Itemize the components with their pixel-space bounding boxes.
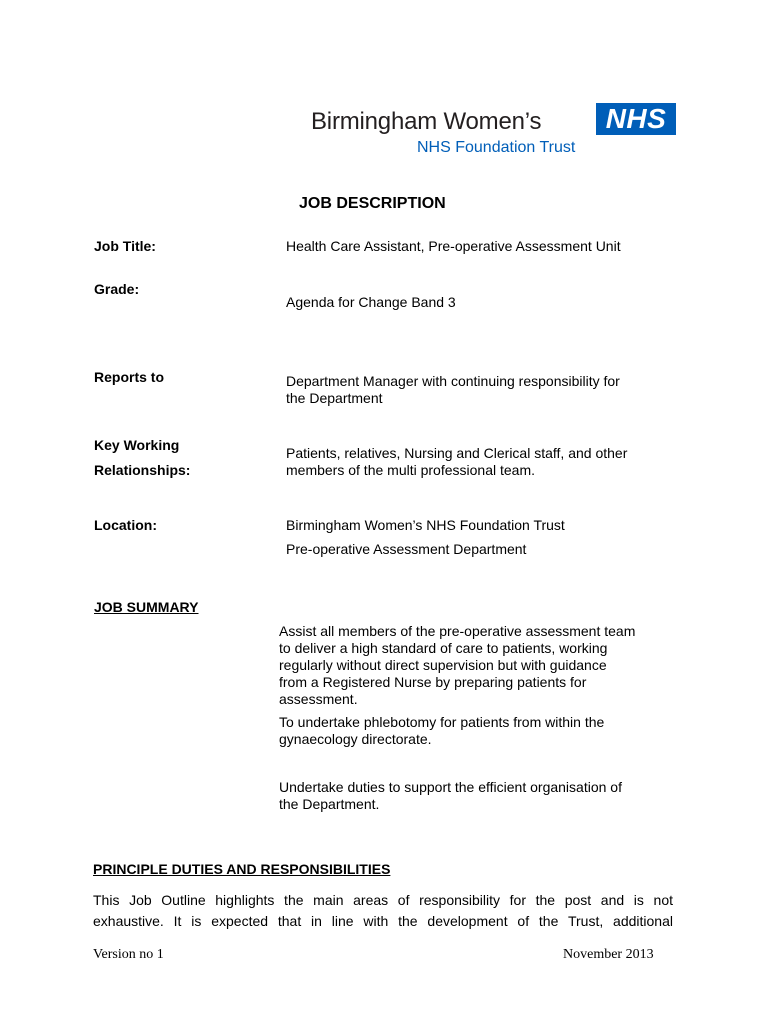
summary-line: from a Registered Nurse by preparing patients for — [279, 674, 587, 690]
reports-to-value-line2: the Department — [286, 390, 383, 406]
summary-line: assessment. — [279, 691, 358, 707]
key-working-value-line2: members of the multi professional team. — [286, 462, 535, 478]
summary-line: to deliver a high standard of care to patients, working — [279, 640, 608, 656]
summary-line: regularly without direct supervision but with guidance — [279, 657, 607, 673]
nhs-logo-badge: NHS — [596, 103, 676, 135]
reports-to-label: Reports to — [94, 369, 164, 385]
job-summary-para-1 — [279, 623, 679, 708]
job-summary-para-2 — [279, 714, 679, 748]
job-title-value: Health Care Assistant, Pre-operative Assessment Unit — [286, 238, 621, 254]
duties-line-1: This Job Outline highlights the main areas of responsibility for the post and is not — [93, 892, 673, 908]
reports-to-value-line1: Department Manager with continuing responsibility for — [286, 373, 620, 389]
trust-subtitle: NHS Foundation Trust — [417, 139, 576, 156]
key-working-label-line1: Key Working — [94, 437, 180, 453]
summary-line: Assist all members of the pre-operative assessment team — [279, 623, 636, 639]
key-working-value-line1: Patients, relatives, Nursing and Clerical staff, and other — [286, 445, 628, 461]
trust-name: Birmingham Women’s — [311, 108, 542, 135]
document-title: JOB DESCRIPTION — [299, 195, 446, 212]
footer-version: Version no 1 — [93, 947, 164, 962]
job-summary-heading: JOB SUMMARY — [94, 599, 199, 615]
summary-line: To undertake phlebotomy for patients from within the — [279, 714, 605, 730]
job-summary-para-3 — [279, 779, 679, 813]
key-working-label-line2: Relationships: — [94, 462, 191, 478]
location-value-line1: Birmingham Women’s NHS Foundation Trust — [286, 517, 565, 533]
location-value-line2: Pre-operative Assessment Department — [286, 541, 527, 557]
job-title-label: Job Title: — [94, 238, 156, 254]
duties-line-2: exhaustive. It is expected that in line with the development of the Trust, additional — [93, 913, 673, 929]
location-label: Location: — [94, 517, 157, 533]
summary-line: gynaecology directorate. — [279, 731, 432, 747]
grade-label: Grade: — [94, 281, 140, 297]
footer-date: November 2013 — [563, 947, 654, 962]
summary-line: the Department. — [279, 796, 380, 812]
summary-line: Undertake duties to support the efficient organisation of — [279, 779, 622, 795]
grade-value: Agenda for Change Band 3 — [286, 294, 456, 310]
duties-heading: PRINCIPLE DUTIES AND RESPONSIBILITIES — [93, 861, 391, 877]
